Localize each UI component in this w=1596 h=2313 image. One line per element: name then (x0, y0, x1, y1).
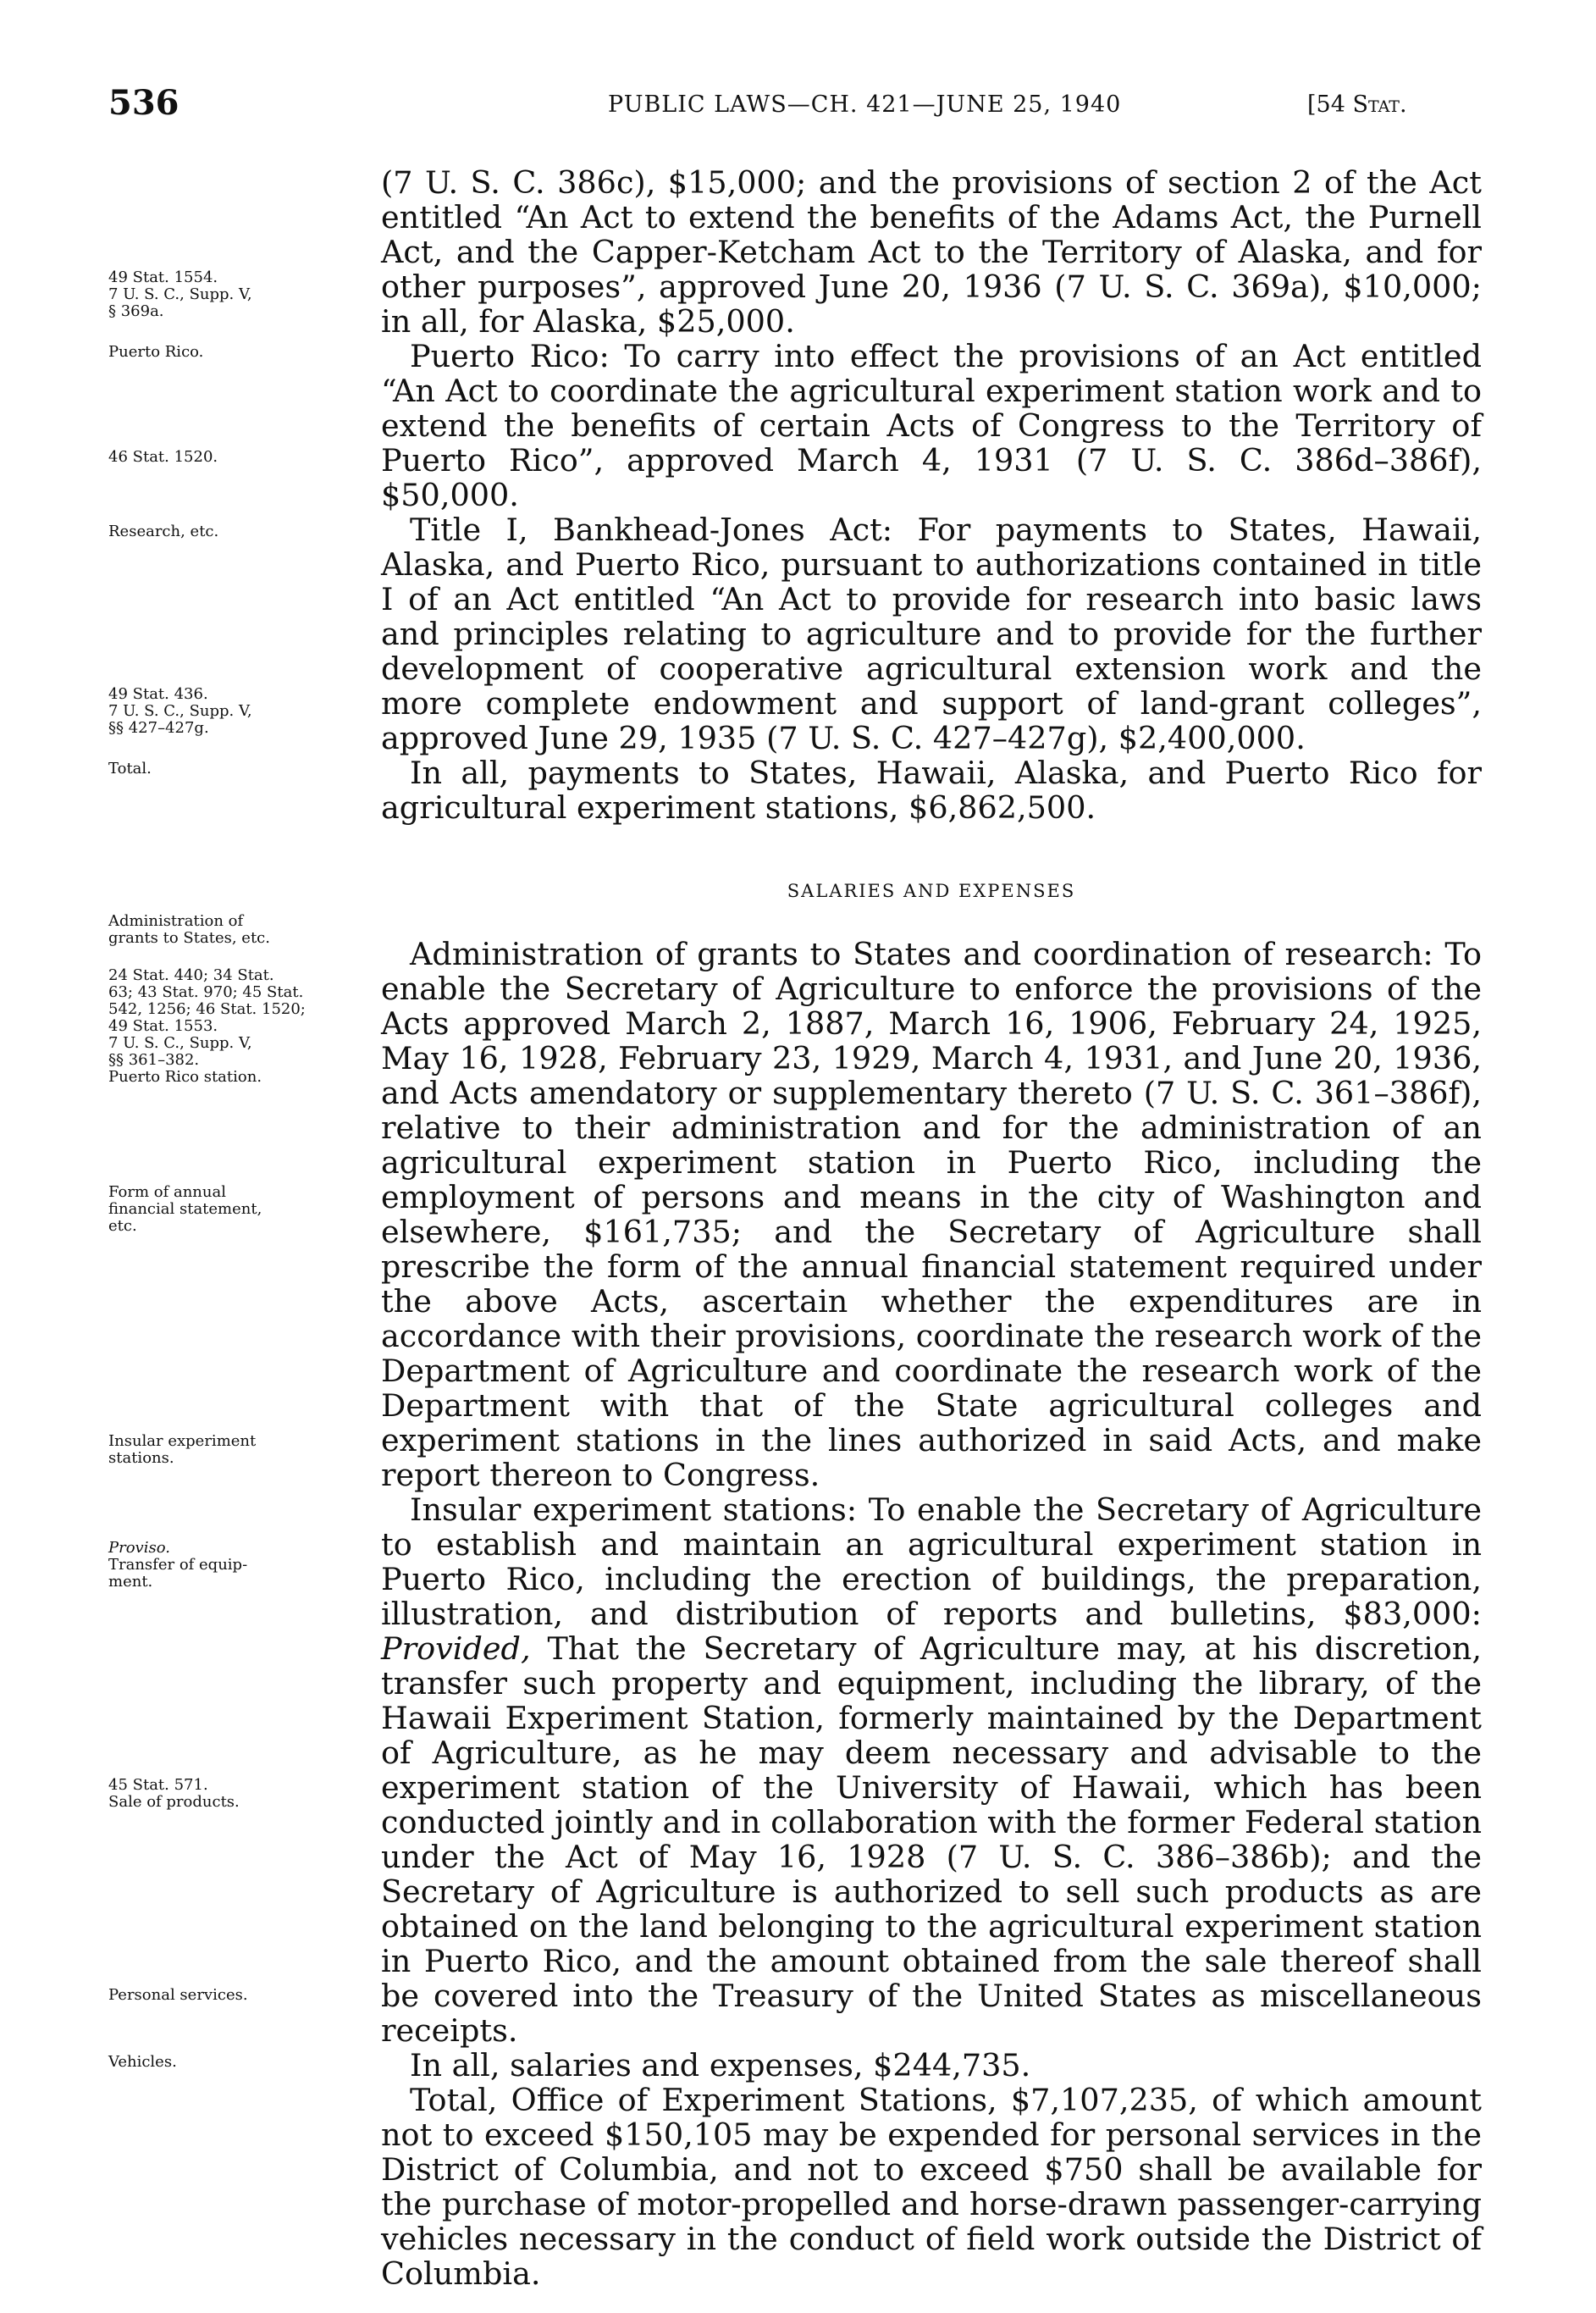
margin-note (108, 269, 362, 320)
margin-line: grants to States, etc. (108, 929, 270, 947)
margin-note (108, 344, 362, 361)
proviso-label: Proviso. (108, 1539, 170, 1557)
margin-line: etc. (108, 1217, 137, 1235)
margin-line: 46 Stat. 1520. (108, 448, 218, 466)
margin-line: 63; 43 Stat. 970; 45 Stat. (108, 983, 304, 1001)
margin-note (108, 1540, 362, 1591)
margin-line: 7 U. S. C., Supp. V, (108, 285, 252, 303)
stat-word: Stat. (1352, 91, 1407, 118)
margin-line (108, 1540, 362, 1557)
margin-note (108, 449, 362, 466)
main-text (381, 165, 1482, 2291)
margin-line: Transfer of equip- (108, 1556, 248, 1574)
margin-line: Puerto Rico. (108, 343, 204, 361)
margin-line: § 369a. (108, 302, 164, 320)
margin-line: financial statement, (108, 1200, 262, 1218)
margin-line: Puerto Rico station. (108, 1068, 262, 1086)
margin-line: Personal services. (108, 1986, 248, 2004)
page-number: 536 (108, 83, 179, 123)
margin-line: 49 Stat. 1553. (108, 1017, 218, 1035)
margin-note (108, 1777, 362, 1811)
running-head: PUBLIC LAWS—CH. 421—JUNE 25, 1940 (608, 91, 1122, 118)
stat-bracket: [54 (1307, 91, 1353, 118)
paragraph: Total, Office of Experiment Stations, $7,107,235, of which amount not to exceed $150,105 may be expended for personal services in the District of Columbia, and not to exceed $750 shall be available for the purchase of motor-propelled and horse-drawn passenger-carrying vehicles necessary in the conduct of field work outside the District of Columbia. (381, 2082, 1482, 2292)
margin-line: Research, etc. (108, 523, 219, 540)
text-run: Insular experiment stations: To enable the Secretary of Agriculture to establish and maintain an agricultural experiment station in Puerto Rico, including the erection of buildings, the preparation, illustration, and distribution of reports and bulletins, $83,000: (381, 1491, 1482, 1632)
margin-note (108, 686, 362, 737)
paragraph: In all, payments to States, Hawaii, Alaska, and Puerto Rico for agricultural experiment stations, $6,862,500. (381, 755, 1482, 826)
paragraph: Title I, Bankhead-Jones Act: For payments to States, Hawaii, Alaska, and Puerto Rico, pursuant to authorizations contained in title I of an Act entitled “An Act to provide for research into basic laws and principles relating to agriculture and to provide for the further development of cooperative agricultural extension work and the more complete endowment and support of land-grant colleges”, approved June 29, 1935 (7 U. S. C. 427–427g), $2,400,000. (381, 512, 1482, 756)
margin-line: Administration of (108, 912, 244, 930)
margin-line: ment. (108, 1573, 153, 1591)
stat-reference (1307, 91, 1407, 118)
margin-line: Vehicles. (108, 2053, 177, 2071)
page-header (0, 83, 1596, 125)
text-run: That the Secretary of Agriculture may, at his discretion, transfer such property and equipment, including the library, of the Hawaii Experiment Station, formerly maintained by the Department of Agriculture, as he may deem necessary and advisable to the experiment station of the University of Hawaii, which has been conducted jointly and in collaboration with the former Federal station under the Act of May 16, 1928 (7 U. S. C. 386–386b); and the Secretary of Agriculture is authorized to sell such products as are obtained on the land belonging to the agricultural experiment station in Puerto Rico, and the amount obtained from the sale thereof shall be covered into the Treasury of the United States as miscellaneous receipts. (381, 1630, 1482, 2049)
margin-line: Insular experiment (108, 1432, 257, 1450)
margin-line: §§ 427–427g. (108, 719, 209, 737)
margin-note (108, 1433, 362, 1467)
margin-note (108, 1184, 362, 1235)
margin-line: Total. (108, 760, 152, 777)
margin-note (108, 761, 362, 777)
margin-line: 45 Stat. 571. (108, 1776, 208, 1794)
margin-note (108, 523, 362, 540)
paragraph: In all, salaries and expenses, $244,735. (410, 2047, 1031, 2083)
paragraph: Administration of grants to States and coordination of research: To enable the Secretary of Agriculture to enforce the provisions of the Acts approved March 2, 1887, March 16, 1906, February 24, 1925, May 16, 1928, February 23, 1929, March 4, 1931, and June 20, 1936, and Acts amendatory or supplementary thereto (7 U. S. C. 361–386f), relative to their administration and for the administration of an agricultural experiment station in Puerto Rico, including the employment of persons and means in the city of Washington and elsewhere, $161,735; and the Secretary of Agriculture shall prescribe the form of the annual financial statement required under the above Acts, ascertain whether the expenditures are in accordance with their provisions, coordinate the research work of the Department of Agriculture and coordinate the research work of the Department with that of the State agricultural colleges and experiment stations in the lines authorized in said Acts, and make report thereon to Congress. (381, 936, 1483, 1493)
margin-line: 49 Stat. 436. (108, 685, 208, 703)
margin-note (108, 1069, 362, 1086)
paragraph: Puerto Rico: To carry into effect the provisions of an Act entitled “An Act to coordinate the agricultural experiment station work and to extend the benefits of certain Acts of Congress to the Territory of Puerto Rico”, approved March 4, 1931 (7 U. S. C. 386d–386f), $50,000. (381, 338, 1482, 513)
margin-note (108, 913, 362, 947)
margin-line: 7 U. S. C., Supp. V, (108, 1034, 252, 1052)
margin-line: stations. (108, 1449, 174, 1467)
section-title: SALARIES AND EXPENSES (787, 881, 1076, 901)
proviso-text: Provided, (381, 1630, 531, 1667)
margin-line: Sale of products. (108, 1793, 240, 1811)
margin-line: 24 Stat. 440; 34 Stat. (108, 966, 274, 984)
margin-line: 542, 1256; 46 Stat. 1520; (108, 1000, 306, 1018)
paragraph (381, 1492, 1482, 2048)
paragraph: (7 U. S. C. 386c), $15,000; and the provisions of section 2 of the Act entitled “An Act to extend the benefits of the Adams Act, the Purnell Act, and the Capper-Ketcham Act to the Territory of Alaska, and for other purposes”, approved June 20, 1936 (7 U. S. C. 369a), $10,000; in all, for Alaska, $25,000. (381, 164, 1482, 340)
margin-line: §§ 361–382. (108, 1051, 200, 1069)
margin-line: 49 Stat. 1554. (108, 268, 218, 286)
margin-note (108, 967, 362, 1069)
margin-line: Form of annual (108, 1183, 226, 1201)
margin-note (108, 2054, 362, 2071)
margin-line: 7 U. S. C., Supp. V, (108, 702, 252, 720)
margin-note (108, 1987, 362, 2004)
